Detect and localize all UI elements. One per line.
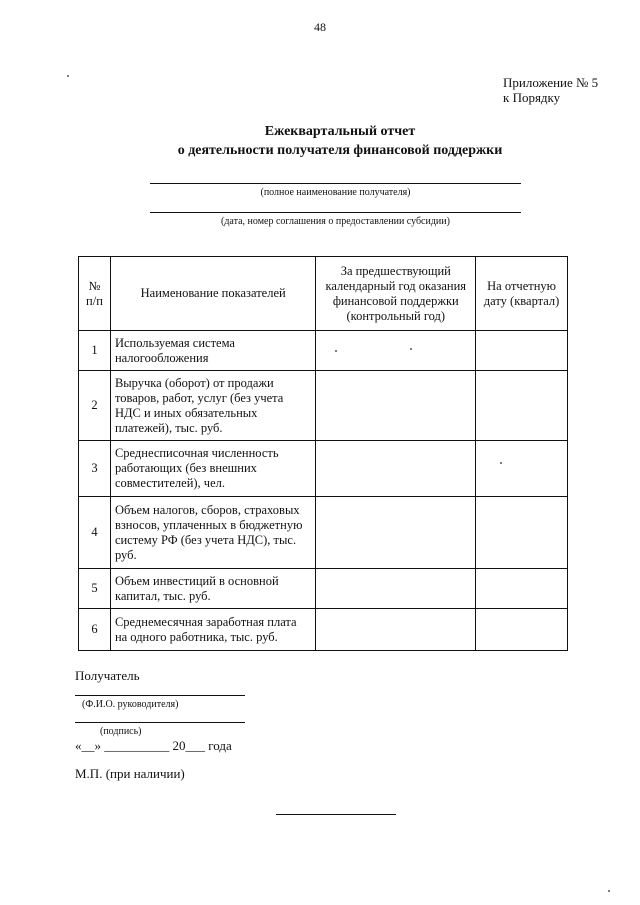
page-number: 48 <box>314 20 326 34</box>
recipient-label: Получатель <box>75 668 140 683</box>
row-current-cell <box>476 497 568 569</box>
fio-line <box>75 695 245 696</box>
bottom-rule <box>276 814 396 815</box>
appendix-note <box>503 75 598 105</box>
row-prev-year-cell <box>316 371 476 441</box>
row-current-cell <box>476 609 568 651</box>
agreement-caption: (дата, номер соглашения о предоставлении субсидии) <box>221 216 450 227</box>
row-name: Выручка (оборот) от продажи товаров, работ, услуг (без учета НДС и иных обязательных платежей), тыс. руб. <box>110 371 315 441</box>
row-current-cell <box>476 371 568 441</box>
row-num: 2 <box>79 371 111 441</box>
appendix-line-2: к Порядку <box>503 90 561 105</box>
header-prev-year: За предшествующий календарный год оказания финансовой поддержки (контрольный год) <box>316 257 476 331</box>
row-current-cell <box>476 331 568 371</box>
recipient-name-caption: (полное наименование получателя) <box>260 187 411 198</box>
row-num: 1 <box>79 331 111 371</box>
table-row <box>79 497 568 569</box>
scan-speck <box>500 462 502 464</box>
scan-speck <box>335 350 337 352</box>
recipient-name-line <box>150 183 521 184</box>
date-line: «__» __________ 20___ года <box>75 738 232 753</box>
row-prev-year-cell <box>316 497 476 569</box>
page-title <box>0 122 640 160</box>
row-prev-year-cell <box>316 569 476 609</box>
row-num: 5 <box>79 569 111 609</box>
row-current-cell <box>476 569 568 609</box>
row-num: 6 <box>79 609 111 651</box>
agreement-line <box>150 212 521 213</box>
scan-speck <box>67 75 69 77</box>
header-name: Наименование показателей <box>110 257 315 331</box>
title-line-1: Ежеквартальный отчет <box>264 124 416 139</box>
row-prev-year-cell <box>316 331 476 371</box>
row-name: Объем инвестиций в основной капитал, тыс. руб. <box>110 569 315 609</box>
row-name: Среднемесячная заработная плата на одного работника, тыс. руб. <box>110 609 315 651</box>
scan-speck <box>608 890 610 892</box>
row-prev-year-cell <box>316 609 476 651</box>
table-row <box>79 569 568 609</box>
signature-caption: (подпись) <box>100 726 142 737</box>
signature-line <box>75 722 245 723</box>
fio-caption: (Ф.И.О. руководителя) <box>82 699 179 710</box>
header-current: На отчетную дату (квартал) <box>476 257 568 331</box>
row-num: 4 <box>79 497 111 569</box>
row-num: 3 <box>79 441 111 497</box>
row-current-cell <box>476 441 568 497</box>
row-name: Среднесписочная численность работающих (без внешних совместителей), чел. <box>110 441 315 497</box>
stamp-label: М.П. (при наличии) <box>75 766 185 781</box>
scan-speck <box>410 348 412 350</box>
row-prev-year-cell <box>316 441 476 497</box>
table-row <box>79 331 568 371</box>
row-name: Используемая система налогообложения <box>110 331 315 371</box>
report-table <box>78 256 568 651</box>
header-num: № п/п <box>79 257 111 331</box>
table-row <box>79 371 568 441</box>
table-row <box>79 441 568 497</box>
row-name: Объем налогов, сборов, страховых взносов, уплаченных в бюджетную систему РФ (без учета НДС), тыс. руб. <box>110 497 315 569</box>
table-header-row <box>79 257 568 331</box>
appendix-line-1: Приложение № 5 <box>503 75 599 90</box>
title-line-2: о деятельности получателя финансовой поддержки <box>177 143 503 158</box>
table-row <box>79 609 568 651</box>
